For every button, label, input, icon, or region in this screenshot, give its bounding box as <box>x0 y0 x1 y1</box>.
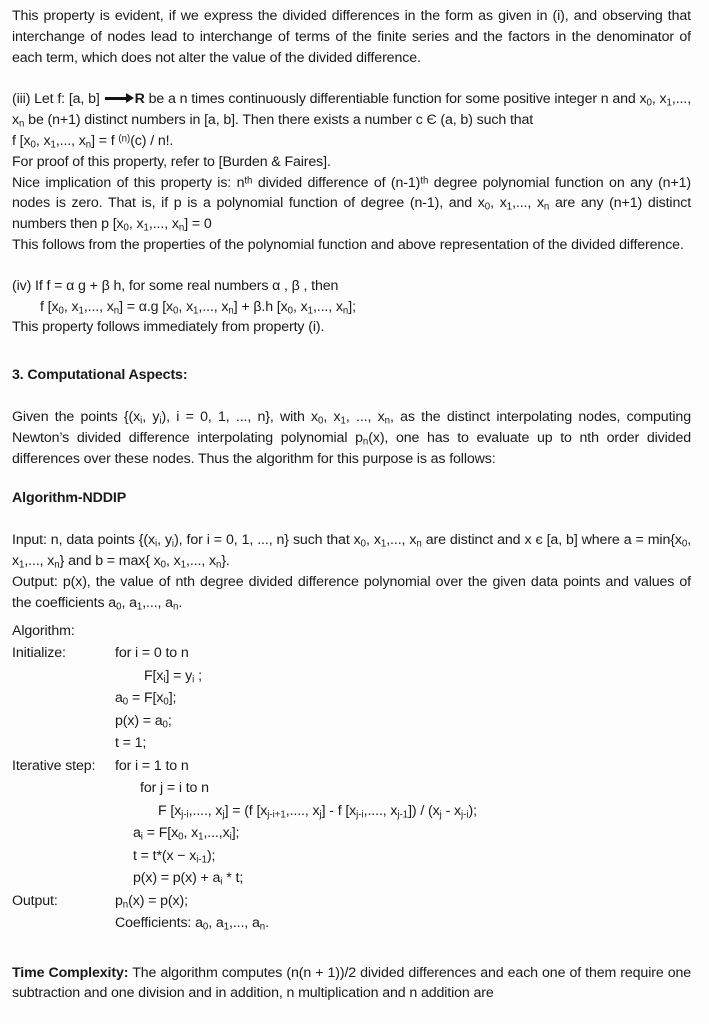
paragraph <box>12 173 691 235</box>
text-line <box>12 297 691 318</box>
text-line <box>12 131 691 152</box>
text-run: The algorithm computes (n(n + 1))/2 divided differences and each one of them require one subtraction and one division and in addition, n multiplication and n addition are <box>12 964 692 1002</box>
text-run: This follows from the properties of the polynomial function and above representation of the divided difference. <box>12 236 684 253</box>
bold-text-run: Time Complexity: <box>12 964 129 981</box>
text-run: This property is evident, if we express the divided differences in the form as given in (i), and observing that interchange of nodes lead to interchange of terms of the finite series and the factors in the denominator of each term, which does not alter the value of the divided difference. <box>12 8 691 66</box>
paragraph <box>12 407 691 469</box>
paragraph <box>12 963 691 1005</box>
algorithm-code: $p_n(x) = p(x)$; <box>115 892 188 911</box>
text-run: For proof of this property, refer to [Burden & Faires]. <box>12 153 331 170</box>
section-heading <box>12 365 691 386</box>
algorithm-line <box>12 710 691 733</box>
text-run: Nice implication of this property is: $n^{th}$ divided difference of $(n-1)^{th}$ degree polynomial function on any (n+1) nodes is zero. That is, if p is a polynomial function of degree (n-1), and $x_0$, $x_1$,..., $x_n$ are any (n+1) distinct numbers then p [$x_0$, $x_1$,..., $x_n] = 0$ <box>12 174 692 234</box>
algorithm-line <box>12 822 691 845</box>
algorithm-line <box>12 912 691 935</box>
algorithm-step-label: Iterative step: <box>12 757 96 774</box>
spacer <box>12 256 691 276</box>
algorithm-line <box>12 687 691 710</box>
text-run: Output: p(x), the value of nth degree divided difference polynomial over the given data points and values of the coefficients $a_0$, $a_1$,..., $a_n$. <box>12 573 691 612</box>
algorithm-step-label: Initialize: <box>12 645 66 662</box>
spacer <box>12 68 691 89</box>
text-run: This property follows immediately from property (i). <box>12 319 325 336</box>
algorithm-line <box>12 732 691 755</box>
algorithm-code: F [$x_{j-i}$,...., $x_j] = (f$ [$x_{j-i+1}$,...., $x_j$] - f [$x_{j-i}$,...., $x_{j-1}]) / (x_j - x_{j-i})$; <box>158 802 477 821</box>
text-run: (iv) If f = α g + β h, for some real numbers α , β , then <box>12 277 339 294</box>
algorithm-line <box>12 777 691 800</box>
algorithm-code: t = 1; <box>115 735 147 752</box>
algorithm-step-label: Output: <box>12 892 58 909</box>
text-run: f [$x_0$, $x_1$,..., $x_n] = \alpha.g$ [$x_0$, $x_1$,..., $x_n] + \beta.h$ [$x_0$, $x_1$,..., $x_n$]; <box>40 298 356 316</box>
algorithm-code: Coefficients: $a_0$, $a_1$,..., $a_n$. <box>115 915 269 933</box>
text-run: f [$x_0$, $x_1$,..., $x_n] = f$ $^{(n)}$(c) / n!. <box>12 132 174 151</box>
bold-text-run: Algorithm-NDDIP <box>12 490 127 507</box>
text-run: be a n times continuously differentiable function for some positive integer n and $x_0$, $x_1$,..., $x_n$ be (n+1) distinct numbers in [a, b]. Then there exists a number c Є (a, b) such that <box>12 91 692 130</box>
spacer <box>12 338 691 365</box>
text-line <box>12 152 691 173</box>
bold-text-run: 3. Computational Aspects: <box>12 367 188 384</box>
document-body <box>12 6 691 1004</box>
spacer <box>12 509 691 530</box>
paragraph <box>12 572 691 614</box>
paragraph <box>12 6 691 68</box>
text-run: (iii) Let f: [a, b] <box>12 91 100 108</box>
algorithm-code: $a_0 = F[x_0]$; <box>115 690 177 708</box>
spacer <box>12 613 691 621</box>
paragraph <box>12 235 691 256</box>
spacer <box>12 386 691 407</box>
paragraph <box>12 530 691 572</box>
bold-text-run: R <box>134 91 145 108</box>
algorithm-line <box>12 642 691 665</box>
spacer <box>12 935 691 963</box>
text-line <box>12 621 691 642</box>
algorithm-code: $a_i = F[x_0$, $x_1,...,x_i$]; <box>133 825 240 843</box>
text-line <box>12 276 691 297</box>
algorithm-code: for i = 1 to n <box>115 757 189 774</box>
algorithm-code: $F[x_i] = y_i$ ; <box>144 667 202 686</box>
algorithm-line <box>12 755 691 778</box>
spacer <box>12 469 691 488</box>
maps-to-arrow-icon <box>105 97 126 100</box>
algorithm-line <box>12 867 691 890</box>
algorithm-line <box>12 665 691 688</box>
algorithm-code: $t = t*(x - x_{i-1})$; <box>133 847 216 866</box>
text-run: Input: n, data points {($x_i$, $y_i$), for i = 0, 1, ..., n} such that $x_0$, $x_1$,..., $x_n$ are distinct and x є [a, b] where $a = \min\{x_0$, $x_1$,..., $x_n$} and b = max{ $x_0$, $x_1$,..., $x_n$}. <box>12 532 692 571</box>
text-run: Given the points {($x_i$, $y_i$), i = 0, 1, ..., n}, with $x_0$, $x_1$, ..., $x_n$, as the distinct interpolating nodes, computing Newton’s divided difference interpolating polynomial $p_n(x)$, one has to evaluate up to nth order divided differences over these nodes. Thus the algorithm for this purpose is as follows: <box>12 408 691 467</box>
algorithm-line <box>12 890 691 913</box>
text-line <box>12 317 691 338</box>
algorithm-code: $p(x) = p(x) + a_i * t$; <box>133 870 244 888</box>
algorithm-line <box>12 800 691 823</box>
algorithm-code: for i = 0 to n <box>115 645 189 662</box>
algorithm-code: $p(x) = a_0$; <box>115 712 172 731</box>
paragraph <box>12 89 691 131</box>
algorithm-line <box>12 845 691 868</box>
text-run: Algorithm: <box>12 623 75 640</box>
section-heading <box>12 488 691 509</box>
algorithm-code: for j = i to n <box>140 780 209 797</box>
